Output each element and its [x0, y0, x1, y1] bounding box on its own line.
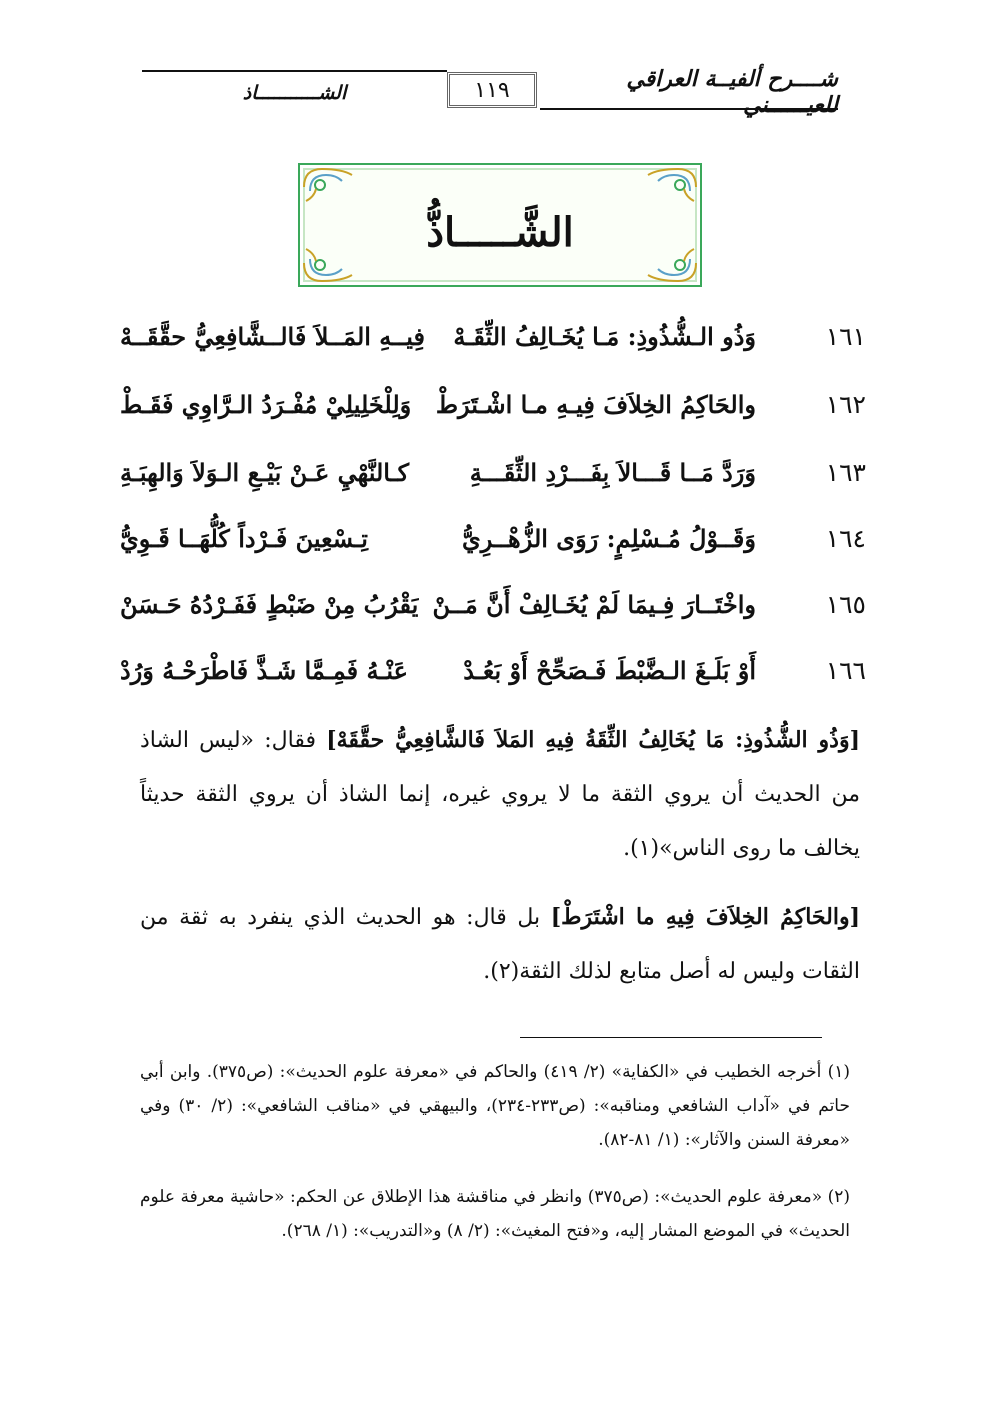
- chapter-title-frame: [298, 163, 702, 287]
- verse-first-hemistich: والحَاكِمُ الخِلاَفَ فِيـهِ مـا اشْـتَرَطْ: [435, 390, 756, 419]
- verse-first-hemistich: وَرَدَّ مَــا قَـــالاَ بِفَـــرْدِ الثِّقَـــةِ: [469, 458, 756, 487]
- verse-number: ١٦٤: [825, 524, 866, 553]
- footnote: (٢) «معرفة علوم الحديث»: (ص٣٧٥) وانظر في مناقشة هذا الإطلاق عن الحكم: «حاشية معرفة علوم الحديث» في الموضع المشار إليه، و«فتح المغيث»: (٢/ ٨) و«التدريب»: (١/ ٢٦٨).: [140, 1187, 850, 1241]
- chapter-title: الشَّـــــاذُّ: [426, 209, 574, 256]
- verse-number: ١٦٦: [825, 656, 866, 685]
- commentary-quoted-verse: [وَذُو الشُّذُوذِ: مَا يُخَالِفُ الثِّقَةُ فِيهِ المَلاَ فَالشَّافِعِيُّ حقَّقَهْ]: [326, 727, 860, 753]
- ornament-corner-top-left-icon: [302, 167, 354, 207]
- verse-second-hemistich: كـالنَّهْيِ عَـنْ بَيْـعِ الـوَلاَ وَالهِبَـةِ: [120, 458, 410, 487]
- page-number-box: [447, 72, 537, 108]
- verse-row: [0, 312, 1004, 362]
- verse-number: ١٦٢: [825, 390, 866, 419]
- verse-second-hemistich: يَقْرُبُ مِنْ ضَبْطٍ فَفَـرْدُهُ حَـسَنْ: [120, 590, 419, 619]
- verse-row: [0, 380, 1004, 430]
- running-header-book-title: شــــرح ألفيــة العراقي للعيــــــني: [626, 66, 838, 118]
- verse-row: [0, 580, 1004, 630]
- verse-first-hemistich: واخْتَــارَ فِـيمَا لَمْ يُخَـالِفْ أَنَّ مَــنْ: [432, 590, 756, 619]
- verse-row: [0, 646, 1004, 696]
- verse-number: ١٦١: [825, 322, 866, 351]
- commentary-paragraph: [140, 890, 860, 999]
- verse-number: ١٦٥: [825, 590, 866, 619]
- commentary-text: بل قال: هو الحديث الذي ينفرد به ثقة من الثقات وليس له أصل متابع لذلك الثقة(٢).: [140, 905, 860, 984]
- verse-second-hemistich: فِيــهِ المَــلاَ فَالــشَّافِعِيُّ حقَّقَــهْ: [120, 322, 425, 351]
- running-header-chapter-title: الشـــــــــــاذ: [242, 82, 347, 104]
- commentary-text: فقال: «ليس الشاذ من الحديث أن يروي الثقة ما لا يروي غيره، إنما الشاذ أن يروي الثقة حديثاً يخالف ما روى الناس»(١).: [140, 728, 860, 861]
- commentary-paragraph: [140, 713, 860, 876]
- verse-first-hemistich: وَذُو الـشُّذُوذِ: مَـا يُخَـالِفُ الثِّقَـهْ: [453, 322, 756, 351]
- verse-second-hemistich: وَلِلْخَلِيلِيْ مُفْـرَدُ الـرَّاوِي فَقَـطْ: [120, 390, 412, 419]
- verse-first-hemistich: وَقَــوْلُ مُـسْلِمٍ: رَوَى الزُّهْــرِيُّ: [461, 524, 756, 553]
- footnote: (١) أخرجه الخطيب في «الكفاية» (٢/ ٤١٩) والحاكم في «معرفة علوم الحديث»: (ص٣٧٥). وابن أبي حاتم في «آداب الشافعي ومناقبه»: (ص٢٣٣-٢٣٤)، والبيهقي في «مناقب الشافعي»: (٢/ ٣٠) وفي «معرفة السنن والآثار»: (١/ ٨١-٨٢).: [140, 1062, 850, 1150]
- verse-first-hemistich: أَوْ بَلَـغَ الـضَّبْطَ فَـصَحِّحْ أَوْ بَعُـدْ: [463, 656, 756, 685]
- header-rule-top: [142, 70, 447, 72]
- verse-second-hemistich: تِـسْعِينَ فَـرْداً كُلُّهَــا قَـوِيُّ: [120, 524, 368, 553]
- footnote-separator: [520, 1037, 822, 1038]
- verse-number: ١٦٣: [825, 458, 866, 487]
- verse-row: [0, 448, 1004, 498]
- verse-second-hemistich: عَنْـهُ فَمِـمَّا شَـذَّ فَاطْرَحْـهُ وَرُدْ: [120, 656, 408, 685]
- ornament-corner-top-right-icon: [646, 167, 698, 207]
- page-number: ١١٩: [474, 77, 510, 103]
- commentary-quoted-verse: [والحَاكِمُ الخِلاَفَ فِيهِ ما اشْتَرَطْ]: [550, 904, 860, 930]
- verse-row: [0, 514, 1004, 564]
